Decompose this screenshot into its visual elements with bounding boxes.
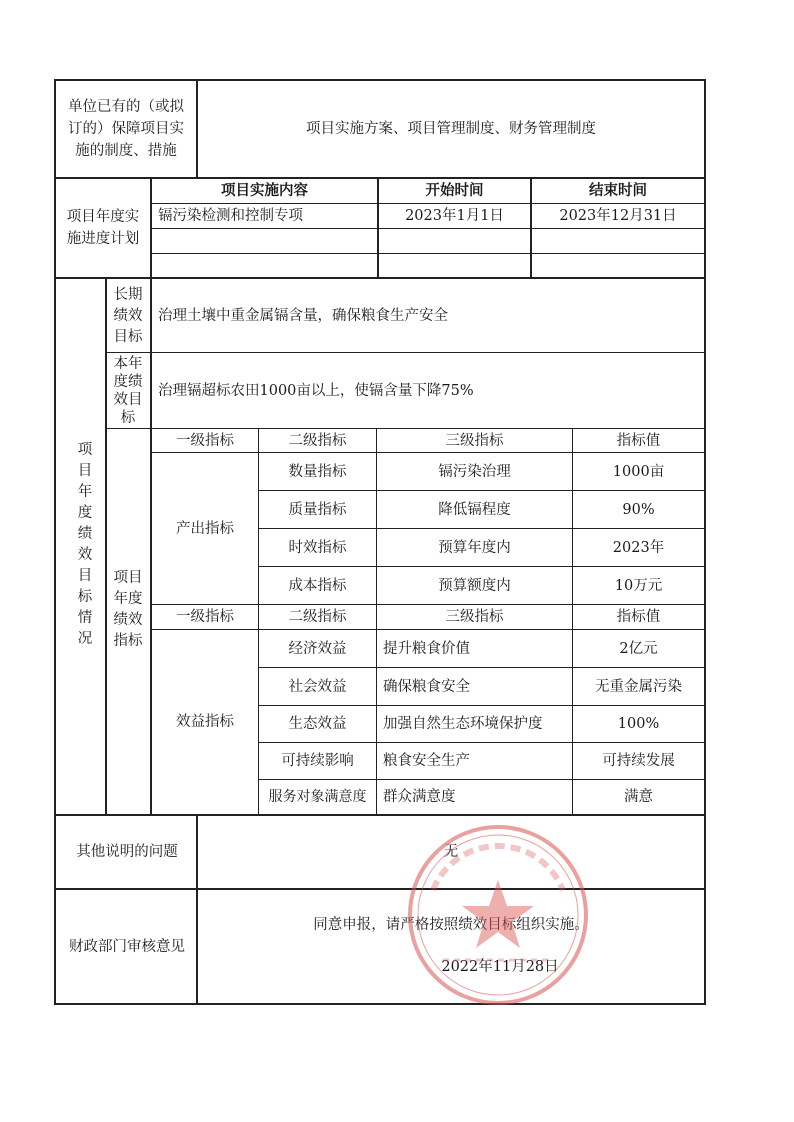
benefit-row-val: 2亿元 bbox=[619, 640, 658, 657]
schedule-row-end: 2023年12月31日 bbox=[559, 208, 677, 224]
output-row-l3: 预算年度内 bbox=[438, 539, 511, 556]
output-row-val: 2023年 bbox=[612, 539, 665, 556]
benefit-row-l3: 粮食安全生产 bbox=[383, 753, 470, 769]
other-value: 无 bbox=[443, 844, 459, 860]
output-row-l3: 预算额度内 bbox=[438, 577, 511, 594]
long-term-label: 长期绩效目标 bbox=[113, 286, 143, 345]
annual-value: 治理镉超标农田1000亩以上，使镉含量下降75% bbox=[158, 383, 474, 399]
indicator-label: 项目年度绩效指标 bbox=[113, 570, 143, 649]
review-label: 财政部门审核意见 bbox=[69, 938, 185, 955]
official-seal-icon bbox=[403, 820, 593, 1010]
output-row-l3: 镉污染治理 bbox=[438, 463, 511, 480]
benefit-row-val: 满意 bbox=[624, 789, 653, 805]
schedule-label: 项目年度实施进度计划 bbox=[66, 209, 140, 247]
output-row-val: 10万元 bbox=[614, 577, 663, 594]
benefit-row-l3: 提升粮食价值 bbox=[383, 640, 470, 657]
measures-label: 单位已有的（或拟订的）保障项目实施的制度、措施 bbox=[68, 99, 184, 159]
benefit-row-l3: 确保粮食安全 bbox=[383, 678, 470, 695]
output-row-l3: 降低镉程度 bbox=[438, 501, 511, 518]
schedule-row-start: 2023年1月1日 bbox=[405, 208, 504, 224]
ind-header-l2: 二级指标 bbox=[288, 432, 347, 449]
benefit-row-val: 100% bbox=[617, 716, 660, 732]
other-label: 其他说明的问题 bbox=[76, 844, 178, 860]
measures-value: 项目实施方案、项目管理制度、财务管理制度 bbox=[306, 121, 596, 137]
output-row-l2: 成本指标 bbox=[288, 577, 347, 594]
benefit-row-l3: 群众满意度 bbox=[383, 789, 456, 805]
benefit-row-l2: 社会效益 bbox=[288, 678, 347, 695]
benefit-label: 效益指标 bbox=[176, 714, 234, 730]
ind-header-val: 指标值 bbox=[616, 432, 661, 449]
schedule-header-content: 项目实施内容 bbox=[221, 183, 308, 199]
benefit-row-l2: 可持续影响 bbox=[281, 753, 354, 769]
output-row-val: 1000亩 bbox=[612, 463, 665, 480]
ind-header-l1: 一级指标 bbox=[176, 432, 234, 449]
perf-label: 项目年度绩效目标情况 bbox=[77, 442, 93, 647]
output-row-l2: 质量指标 bbox=[288, 501, 347, 518]
schedule-row-content: 镉污染检测和控制专项 bbox=[158, 208, 303, 224]
annual-label: 本年度绩效目标 bbox=[113, 356, 143, 426]
ind-header-l3: 三级指标 bbox=[445, 609, 504, 625]
benefit-row-l3: 加强自然生态环境保护度 bbox=[383, 716, 543, 732]
schedule-header-start: 开始时间 bbox=[425, 183, 484, 199]
review-value: 同意申报，请严格按照绩效目标组织实施。 bbox=[313, 917, 589, 933]
benefit-row-val: 可持续发展 bbox=[602, 753, 675, 769]
review-date: 2022年11月28日 bbox=[441, 959, 559, 975]
output-row-l2: 时效指标 bbox=[288, 539, 347, 556]
benefit-row-l2: 经济效益 bbox=[288, 640, 347, 657]
ind-header-l1: 一级指标 bbox=[176, 609, 234, 625]
ind-header-l3: 三级指标 bbox=[445, 432, 504, 449]
output-row-l2: 数量指标 bbox=[288, 463, 347, 480]
long-term-value: 治理土壤中重金属镉含量，确保粮食生产安全 bbox=[158, 308, 448, 324]
output-row-val: 90% bbox=[622, 501, 655, 518]
output-label: 产出指标 bbox=[176, 520, 234, 537]
benefit-row-l2: 生态效益 bbox=[288, 716, 347, 732]
benefit-row-val: 无重金属污染 bbox=[595, 678, 682, 695]
schedule-header-end: 结束时间 bbox=[589, 183, 647, 199]
ind-header-val: 指标值 bbox=[616, 609, 661, 625]
ind-header-l2: 二级指标 bbox=[288, 609, 347, 625]
benefit-row-l2: 服务对象满意度 bbox=[268, 789, 367, 805]
